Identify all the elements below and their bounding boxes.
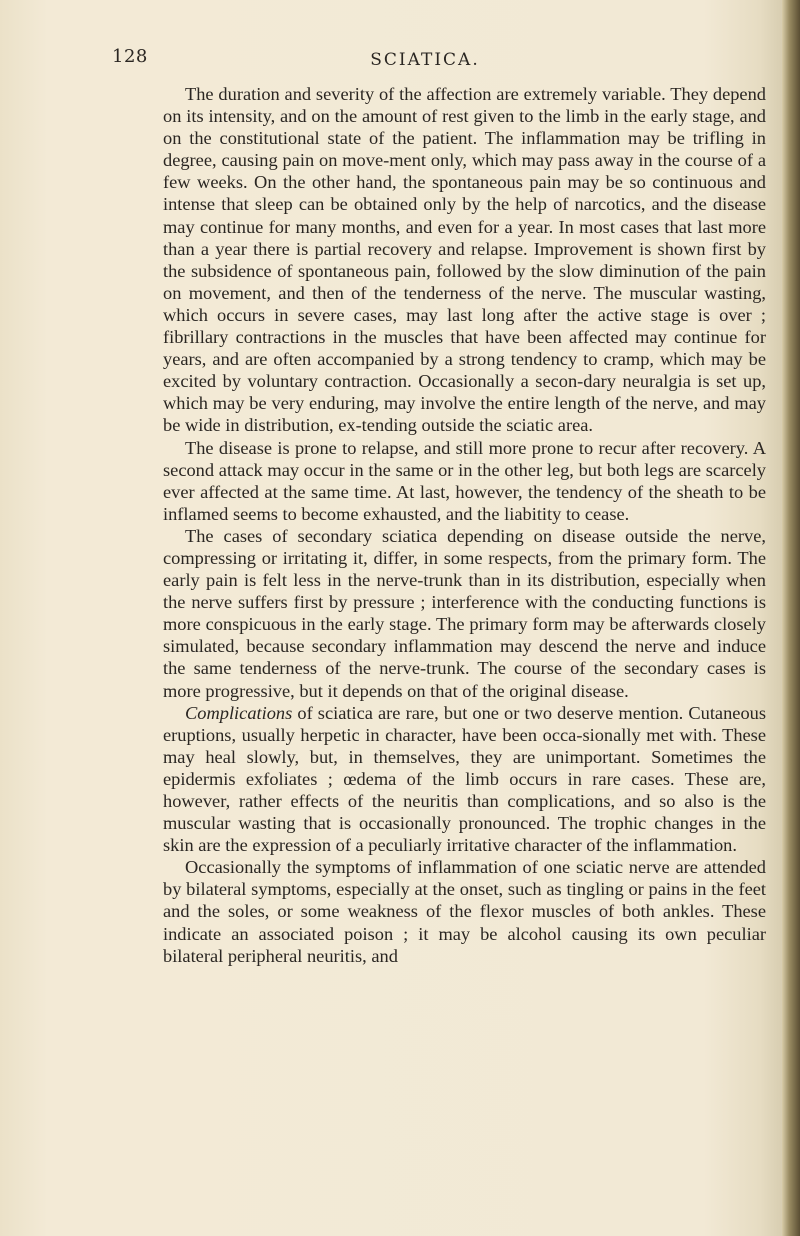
paragraph-complications	[163, 702, 766, 857]
paragraph-text: The disease is prone to relapse, and still more prone to recur after recovery. A second attack may occur in the same or in the other leg, but both legs are scarcely ever affected at the same time. At last, however, the tendency of the sheath to be inflamed seems to become exhausted, and the liabitity to cease.	[163, 437, 766, 524]
paragraph-secondary-sciatica	[163, 525, 766, 702]
paragraph-duration	[163, 83, 766, 437]
italic-lead: Complications	[185, 702, 293, 723]
paragraph-text: of sciatica are rare, but one or two deserve mention. Cutaneous eruptions, usually herpetic in character, have been occa-sionally met with. These may heal slowly, but, in themselves, they are unimportant. Sometimes the epidermis exfoliates ; œdema of the limb occurs in rare cases. These are, however, rather effects of the neuritis than complications, and so also is the muscular wasting that is occasionally pronounced. The trophic changes in the skin are the expression of a peculiarly irritative character of the inflammation.	[163, 702, 766, 856]
page-number: 128	[112, 46, 148, 67]
paragraph-bilateral	[163, 856, 766, 966]
book-binding-edge	[782, 0, 800, 1236]
running-head: SCIATICA.	[370, 50, 480, 70]
body-text	[163, 83, 766, 967]
paragraph-text: Occasionally the symptoms of inflammation of one sciatic nerve are attended by bilateral symptoms, especially at the onset, such as tingling or pains in the feet and the soles, or some weakness of the flexor muscles of both ankles. These indicate an associated poison ; it may be alcohol causing its own peculiar bilateral peripheral neuritis, and	[163, 857, 766, 966]
paragraph-text: The duration and severity of the affection are extremely variable. They depend on its intensity, and on the amount of rest given to the limb in the early stage, and on the constitutional state of the patient. The inflammation may be trifling in degree, causing pain on move-ment only, which may pass away in the course of a few weeks. On the other hand, the spontaneous pain may be so continuous and intense that sleep can be obtained only by the help of narcotics, and the disease may continue for many months, and even for a year. In most cases that last more than a year there is partial recovery and relapse. Improvement is shown first by the subsidence of spontaneous pain, followed by the slow diminution of the pain on movement, and then of the tenderness of the nerve. The muscular wasting, which occurs in severe cases, may last long after the active stage is over ; fibrillary contractions in the muscles that have been affected may continue for years, and are often accompanied by a strong tendency to cramp, which may be excited by voluntary contraction. Occasionally a secon-dary neuralgia is set up, which may be very enduring, may involve the entire length of the nerve, and may be wide in distribution, ex-tending outside the sciatic area.	[163, 84, 766, 436]
paragraph-text: The cases of secondary sciatica depending on disease outside the nerve, compressing or irritating it, differ, in some respects, from the primary form. The early pain is felt less in the nerve-trunk than in its distribution, especially when the nerve suffers first by pressure ; interference with the conducting functions is more conspicuous in the early stage. The primary form may be afterwards closely simulated, because secondary inflammation may descend the nerve and induce the same tenderness of the nerve-trunk. The course of the secondary cases is more progressive, but it depends on that of the original disease.	[163, 525, 766, 701]
paragraph-relapse	[163, 437, 766, 525]
